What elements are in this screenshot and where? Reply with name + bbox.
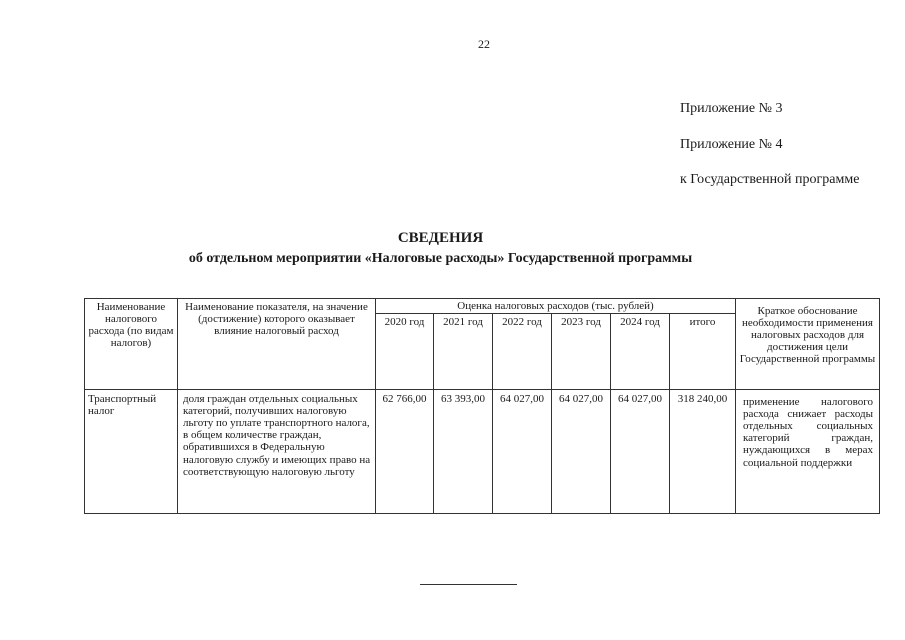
footer-divider xyxy=(420,584,517,585)
cell-2023: 64 027,00 xyxy=(552,390,611,514)
cell-2020: 62 766,00 xyxy=(376,390,434,514)
document-title: СВЕДЕНИЯ xyxy=(397,230,484,246)
header-year-2022: 2022 год xyxy=(493,314,552,390)
table-header-row xyxy=(85,299,880,314)
header-tax-type: Наименование налогового расхода (по видам налогов) xyxy=(85,299,178,390)
cell-2021: 63 393,00 xyxy=(434,390,493,514)
appendix-line-3: к Государственной программе xyxy=(680,172,860,187)
cell-justification: применение налогового расхода снижает расходы отдельных социальных категорий граждан, нуждающихся в мерах социальной поддержки xyxy=(736,390,880,514)
cell-tax-type: Транспортный налог xyxy=(85,390,178,514)
document-subtitle: об отдельном мероприятии «Налоговые расходы» Государственной программы xyxy=(188,251,693,266)
tax-expenditure-table xyxy=(84,298,880,514)
cell-indicator: доля граждан отдельных социальных категорий, получивших налоговую льготу по уплате транспортного налога, в общем количестве граждан, обратившихся в Федеральную налоговую службу и имеющих право на соответствующую налоговую льготу xyxy=(178,390,376,514)
appendix-line-2: Приложение № 4 xyxy=(680,137,783,152)
header-year-2023: 2023 год xyxy=(552,314,611,390)
header-estimate: Оценка налоговых расходов (тыс. рублей) xyxy=(376,299,736,314)
page-number: 22 xyxy=(478,37,490,51)
header-year-2024: 2024 год xyxy=(611,314,670,390)
header-year-2020: 2020 год xyxy=(376,314,434,390)
table-row xyxy=(85,390,880,514)
cell-2022: 64 027,00 xyxy=(493,390,552,514)
header-year-2021: 2021 год xyxy=(434,314,493,390)
header-indicator: Наименование показателя, на значение (достижение) которого оказывает влияние налоговый расход xyxy=(178,299,376,390)
cell-2024: 64 027,00 xyxy=(611,390,670,514)
header-justification: Краткое обоснование необходимости применения налоговых расходов для достижения цели Государственной программы xyxy=(736,299,880,390)
appendix-line-1: Приложение № 3 xyxy=(680,101,783,116)
header-total: итого xyxy=(670,314,736,390)
cell-total: 318 240,00 xyxy=(670,390,736,514)
